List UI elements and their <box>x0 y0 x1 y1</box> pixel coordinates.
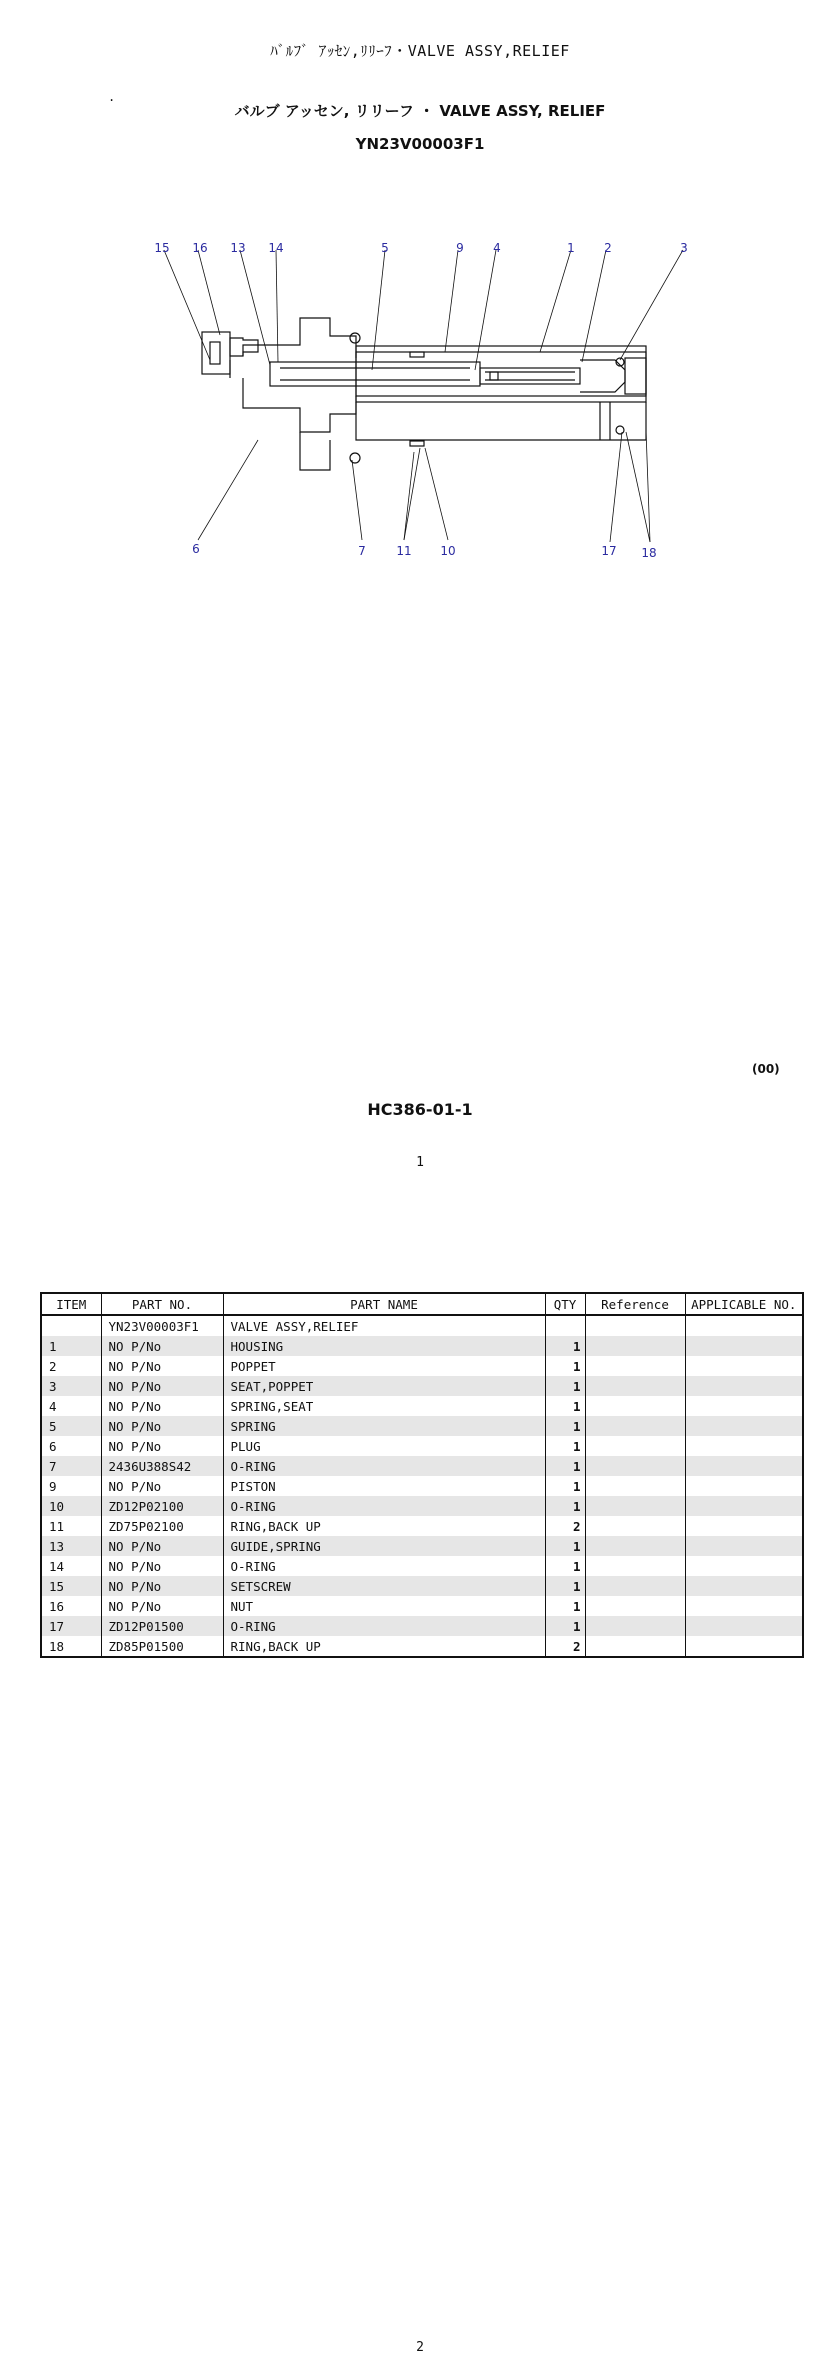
table-row <box>41 1596 803 1616</box>
callout-16: 16 <box>192 241 208 255</box>
callout-5: 5 <box>381 241 389 255</box>
callout-13: 13 <box>230 241 246 255</box>
cell-reference <box>585 1456 685 1476</box>
column-header-part-name: PART NAME <box>223 1293 545 1315</box>
cell-item: 13 <box>41 1536 101 1556</box>
cell-qty: 1 <box>545 1396 585 1416</box>
parts-table <box>40 1292 804 1658</box>
cell-reference <box>585 1536 685 1556</box>
cell-part-name: O-RING <box>223 1496 545 1516</box>
table-row <box>41 1336 803 1356</box>
cell-part-no: NO P/No <box>101 1356 223 1376</box>
cell-part-no: NO P/No <box>101 1416 223 1436</box>
cell-applicable-no <box>685 1416 803 1436</box>
cell-qty: 1 <box>545 1596 585 1616</box>
callout-3: 3 <box>680 241 688 255</box>
cell-part-name: SPRING,SEAT <box>223 1396 545 1416</box>
callout-17: 17 <box>601 544 617 558</box>
table-row <box>41 1436 803 1456</box>
table-row <box>41 1496 803 1516</box>
cell-item: 16 <box>41 1596 101 1616</box>
callout-18: 18 <box>641 546 657 560</box>
cell-applicable-no <box>685 1516 803 1536</box>
cell-qty: 1 <box>545 1436 585 1456</box>
table-header-row <box>41 1293 803 1315</box>
cell-part-name: O-RING <box>223 1616 545 1636</box>
cell-reference <box>585 1636 685 1657</box>
stray-dot: . <box>108 90 116 104</box>
cell-part-name: O-RING <box>223 1556 545 1576</box>
header-title: ﾊﾞﾙﾌﾞ ｱｯｾﾝ,ﾘﾘｰﾌ・VALVE ASSY,RELIEF <box>270 42 570 60</box>
cell-reference <box>585 1315 685 1336</box>
cell-reference <box>585 1436 685 1456</box>
cell-item: 5 <box>41 1416 101 1436</box>
cell-reference <box>585 1476 685 1496</box>
table-row <box>41 1556 803 1576</box>
parts-table-body <box>41 1315 803 1657</box>
cell-part-name: NUT <box>223 1596 545 1616</box>
cell-applicable-no <box>685 1376 803 1396</box>
table-row <box>41 1536 803 1556</box>
cell-part-no: NO P/No <box>101 1596 223 1616</box>
cell-item: 1 <box>41 1336 101 1356</box>
cell-qty: 1 <box>545 1336 585 1356</box>
cell-qty: 1 <box>545 1616 585 1636</box>
cell-reference <box>585 1596 685 1616</box>
table-row <box>41 1576 803 1596</box>
cell-item: 3 <box>41 1376 101 1396</box>
cell-applicable-no <box>685 1436 803 1456</box>
cell-qty: 1 <box>545 1476 585 1496</box>
cell-reference <box>585 1396 685 1416</box>
callout-6: 6 <box>192 542 200 556</box>
cell-item <box>41 1315 101 1336</box>
column-header-item: ITEM <box>41 1293 101 1315</box>
cell-reference <box>585 1356 685 1376</box>
cell-applicable-no <box>685 1616 803 1636</box>
cell-applicable-no <box>685 1476 803 1496</box>
cell-qty: 1 <box>545 1556 585 1576</box>
cell-part-no: NO P/No <box>101 1376 223 1396</box>
cell-part-no: NO P/No <box>101 1336 223 1356</box>
cell-applicable-no <box>685 1636 803 1657</box>
cell-reference <box>585 1496 685 1516</box>
cell-item: 11 <box>41 1516 101 1536</box>
callout-11: 11 <box>396 544 412 558</box>
column-header-applicable-no: APPLICABLE NO. <box>685 1293 803 1315</box>
revision-label: (00) <box>752 1062 780 1076</box>
valve-assembly-diagram <box>140 230 700 570</box>
cell-applicable-no <box>685 1556 803 1576</box>
column-header-reference: Reference <box>585 1293 685 1315</box>
cell-reference <box>585 1376 685 1396</box>
cell-part-no: YN23V00003F1 <box>101 1315 223 1336</box>
callout-7: 7 <box>358 544 366 558</box>
cell-qty: 2 <box>545 1636 585 1657</box>
cell-item: 6 <box>41 1436 101 1456</box>
cell-applicable-no <box>685 1576 803 1596</box>
valve-drawing <box>202 318 646 470</box>
callout-14: 14 <box>268 241 284 255</box>
cell-part-no: ZD12P01500 <box>101 1616 223 1636</box>
cell-part-no: ZD85P01500 <box>101 1636 223 1657</box>
cell-item: 7 <box>41 1456 101 1476</box>
cell-item: 9 <box>41 1476 101 1496</box>
cell-part-name: PISTON <box>223 1476 545 1496</box>
cell-item: 14 <box>41 1556 101 1576</box>
table-row <box>41 1356 803 1376</box>
cell-item: 15 <box>41 1576 101 1596</box>
callout-10: 10 <box>440 544 456 558</box>
cell-applicable-no <box>685 1315 803 1336</box>
cell-part-no: NO P/No <box>101 1536 223 1556</box>
cell-qty: 1 <box>545 1536 585 1556</box>
table-row <box>41 1616 803 1636</box>
cell-qty: 1 <box>545 1356 585 1376</box>
table-row <box>41 1476 803 1496</box>
column-header-part-no: PART NO. <box>101 1293 223 1315</box>
cell-reference <box>585 1336 685 1356</box>
cell-part-name: SEAT,POPPET <box>223 1376 545 1396</box>
cell-applicable-no <box>685 1536 803 1556</box>
cell-applicable-no <box>685 1336 803 1356</box>
cell-part-no: NO P/No <box>101 1476 223 1496</box>
cell-applicable-no <box>685 1496 803 1516</box>
cell-part-no: 2436U388S42 <box>101 1456 223 1476</box>
cell-part-name: O-RING <box>223 1456 545 1476</box>
cell-part-name: GUIDE,SPRING <box>223 1536 545 1556</box>
cell-applicable-no <box>685 1396 803 1416</box>
cell-item: 18 <box>41 1636 101 1657</box>
cell-part-name: RING,BACK UP <box>223 1636 545 1657</box>
cell-part-name: PLUG <box>223 1436 545 1456</box>
cell-qty: 2 <box>545 1516 585 1536</box>
table-row <box>41 1516 803 1536</box>
cell-applicable-no <box>685 1356 803 1376</box>
table-row <box>41 1315 803 1336</box>
cell-part-name: SETSCREW <box>223 1576 545 1596</box>
cell-item: 4 <box>41 1396 101 1416</box>
cell-applicable-no <box>685 1596 803 1616</box>
cell-part-no: NO P/No <box>101 1576 223 1596</box>
table-row <box>41 1396 803 1416</box>
cell-part-no: NO P/No <box>101 1396 223 1416</box>
cell-qty: 1 <box>545 1416 585 1436</box>
callout-15: 15 <box>154 241 170 255</box>
cell-part-name: RING,BACK UP <box>223 1516 545 1536</box>
cell-reference <box>585 1576 685 1596</box>
cell-part-no: ZD75P02100 <box>101 1516 223 1536</box>
drawing-number: HC386-01-1 <box>367 1100 473 1119</box>
cell-reference <box>585 1556 685 1576</box>
sheet-number: 1 <box>416 1155 424 1170</box>
table-row <box>41 1456 803 1476</box>
cell-qty: 1 <box>545 1496 585 1516</box>
cell-reference <box>585 1516 685 1536</box>
cell-part-name: HOUSING <box>223 1336 545 1356</box>
column-header-qty: QTY <box>545 1293 585 1315</box>
cell-reference <box>585 1616 685 1636</box>
callout-4: 4 <box>493 241 501 255</box>
cell-part-name: SPRING <box>223 1416 545 1436</box>
table-row <box>41 1636 803 1657</box>
cell-qty: 1 <box>545 1576 585 1596</box>
cell-part-no: NO P/No <box>101 1556 223 1576</box>
table-row <box>41 1416 803 1436</box>
table-row <box>41 1376 803 1396</box>
assembly-part-code: YN23V00003F1 <box>355 135 485 153</box>
cell-part-no: ZD12P02100 <box>101 1496 223 1516</box>
assembly-title: バルブ アッセン, リリーフ ・ VALVE ASSY, RELIEF <box>234 102 606 120</box>
cell-item: 10 <box>41 1496 101 1516</box>
cell-part-name: VALVE ASSY,RELIEF <box>223 1315 545 1336</box>
callout-9: 9 <box>456 241 464 255</box>
cell-item: 17 <box>41 1616 101 1636</box>
cell-qty <box>545 1315 585 1336</box>
cell-part-no: NO P/No <box>101 1436 223 1456</box>
page-number: 2 <box>416 2340 424 2355</box>
cell-applicable-no <box>685 1456 803 1476</box>
callout-2: 2 <box>604 241 612 255</box>
cell-part-name: POPPET <box>223 1356 545 1376</box>
cell-item: 2 <box>41 1356 101 1376</box>
cell-qty: 1 <box>545 1376 585 1396</box>
cell-reference <box>585 1416 685 1436</box>
callout-numbers <box>154 241 687 560</box>
cell-qty: 1 <box>545 1456 585 1476</box>
callout-1: 1 <box>567 241 575 255</box>
